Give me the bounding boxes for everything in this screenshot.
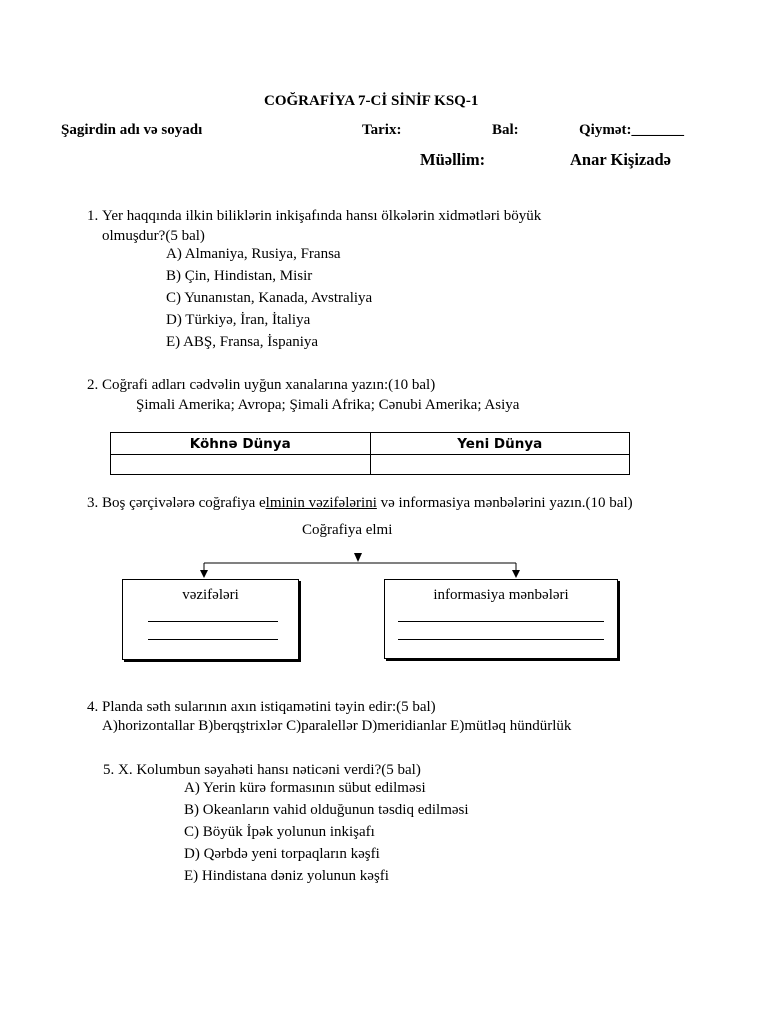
question-5-option-b: B) Okeanların vahid olduğunun təsdiq edilməsi [184,802,469,818]
question-1-option-b: B) Çin, Hindistan, Misir [166,268,313,284]
page-title: COĞRAFİYA 7-Cİ SİNİF KSQ-1 [264,93,479,109]
arrow-down-left-icon [200,570,208,578]
question-3-text-part3: və informasiya mənbələrini yazın.(10 bal) [376,495,633,511]
diagram-title: Coğrafiya elmi [302,522,393,538]
question-3-text-part1: 3. Boş çərçivələrə coğrafiya e [87,495,266,511]
question-5-option-e: E) Hindistana dəniz yolunun kəşfi [184,868,389,884]
question-1-option-d: D) Türkiyə, İran, İtaliya [166,312,311,328]
question-1-option-c: C) Yunanıstan, Kanada, Avstraliya [166,290,373,306]
question-1-option-a: A) Almaniya, Rusiya, Fransa [166,246,341,262]
date-label: Tarix: [362,122,402,138]
table-header-new-world: Yeni Dünya [370,433,630,455]
info-sources-box[interactable] [384,579,618,659]
question-4-text: 4. Planda səth sularının axın istiqamətini təyin edir:(5 bal) [87,699,436,715]
question-2-names: Şimali Amerika; Avropa; Şimali Afrika; Cənubi Amerika; Asiya [136,397,520,413]
question-3-text-underlined: lminin vəzifələrini [265,495,377,511]
arrow-down-center-icon [354,553,362,562]
question-5-option-a: A) Yerin kürə formasının sübut edilməsi [184,780,426,796]
question-1-option-e: E) ABŞ, Fransa, İspaniya [166,334,319,350]
question-2-text: 2. Coğrafi adları cədvəlin uyğun xanalarına yazın:(10 bal) [87,377,436,393]
question-5-text: 5. X. Kolumbun səyahəti hansı nəticəni verdi?(5 bal) [103,762,421,778]
table-header-old-world: Köhnə Dünya [111,433,371,455]
info-sources-box-title: informasiya mənbələri [433,587,569,603]
duties-box[interactable] [122,579,299,660]
question-5-option-c: C) Böyük İpək yolunun inkişafı [184,824,375,840]
question-5-option-d: D) Qərbdə yeni torpaqların kəşfi [184,846,380,862]
score-label: Bal: [492,122,519,138]
question-1-text-line1: Yer haqqında ilkin biliklərin inkişafında hansı ölkələrin xidmətləri böyük [102,208,542,224]
question-1-text-line2: olmuşdur?(5 bal) [102,228,205,244]
duties-blank-line-1[interactable] [148,621,278,622]
info-sources-blank-line-1[interactable] [398,621,604,622]
teacher-label: Müəllim: [420,150,486,169]
student-name-label: Şagirdin adı və soyadı [61,122,203,138]
info-sources-blank-line-2[interactable] [398,639,604,640]
grade-label: Qiymət:_______ [579,122,684,138]
duties-box-title: vəzifələri [182,587,239,603]
question-1-number: 1. [87,208,99,224]
question-4-options: A)horizontallar B)berqştrixlər C)paralellər D)meridianlar E)mütləq hündürlük [102,718,572,734]
teacher-name: Anar Kişizadə [570,150,671,169]
arrow-down-right-icon [512,570,520,578]
duties-blank-line-2[interactable] [148,639,278,640]
